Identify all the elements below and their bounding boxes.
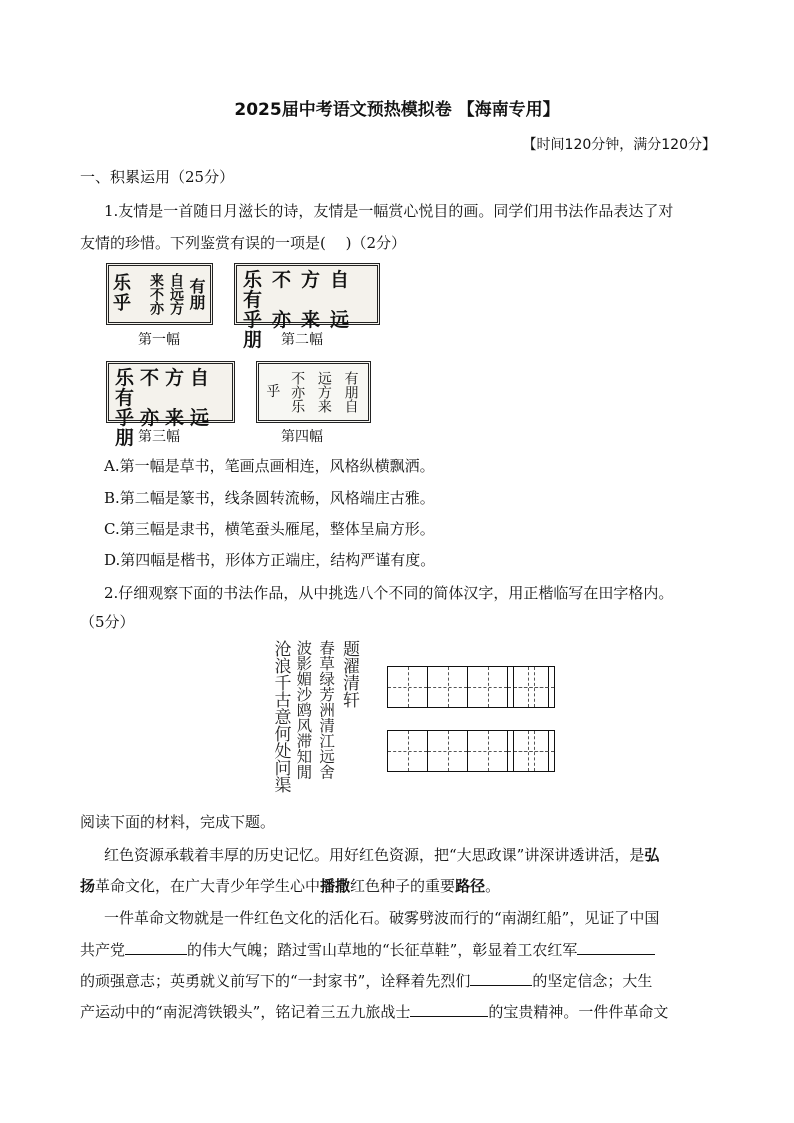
callig-text: 乎 [266, 384, 281, 400]
callig-text: 乎亦来远朋 [243, 309, 360, 351]
poem-column [270, 640, 290, 800]
q1-line1: 1.友情是一首随日月滋长的诗，友情是一幅赏心悦目的画。同学们用书法作品表达了对 [104, 202, 674, 220]
grid-cell[interactable] [514, 731, 554, 771]
fill-blank[interactable] [125, 940, 187, 955]
callig4-col [266, 366, 280, 418]
tianzige-grid-row-1b[interactable] [513, 666, 555, 708]
poem-column [338, 640, 358, 800]
poem-calligraphy-image [270, 640, 358, 800]
poem-text: 沧浪千古意何处问渠 [270, 640, 291, 793]
calligraphy-image-1 [106, 263, 213, 325]
caption-3: 第三幅 [138, 429, 180, 445]
callig-text: 自远方 [168, 273, 184, 315]
highlighted-word: 扬 [80, 877, 96, 895]
callig-text: 有朋 [187, 278, 206, 310]
highlighted-word: 弘 [644, 846, 660, 864]
grid-cell[interactable] [388, 731, 428, 771]
callig1-col [113, 268, 146, 320]
callig-text: 乐不方自有 [115, 367, 216, 409]
poem-column [316, 640, 336, 800]
grid-cell[interactable] [428, 667, 468, 707]
reading-text: 革命文化，在广大青少年学生心中 [95, 877, 321, 895]
grid-cell[interactable] [514, 667, 554, 707]
reading-intro: 阅读下面的材料，完成下题。 [80, 813, 276, 831]
reading-text: 共产党 [80, 941, 126, 959]
reading-text: 红色资源承载着丰厚的历史记忆。用好红色资源，把“大思政课”讲深讲透讲活，是 [104, 846, 645, 864]
callig-text: 来不亦 [148, 273, 164, 315]
reading-p2-line2 [80, 940, 715, 960]
callig1-col [186, 268, 206, 320]
callig1-col [146, 268, 166, 320]
highlighted-word: 路径 [455, 877, 486, 895]
option-c: C.第三幅是隶书，横笔蚕头雁尾，整体呈扁方形。 [104, 520, 435, 538]
callig-text: 乐乎 [113, 273, 131, 314]
fill-blank[interactable] [470, 971, 532, 986]
reading-text: 产运动中的“南泥湾铁锻头”，铭记着三五九旅战士 [80, 1003, 411, 1021]
exam-time-score: 【时间120分钟，满分120分】 [522, 137, 716, 153]
reading-text: 的顽强意志；英勇就义前写下的“一封家书”，诠释着先烈们 [80, 972, 471, 990]
reading-p1-line2 [80, 876, 715, 896]
callig-text: 不亦乐 [289, 371, 306, 413]
fill-blank[interactable] [577, 940, 655, 955]
poem-text: 春草绿芳洲清江远舍 [317, 640, 336, 780]
grid-cell[interactable] [468, 667, 508, 707]
grid-cell[interactable] [388, 667, 428, 707]
q1-line2: 友情的珍惜。下列鉴赏有误的一项是( )（2分） [80, 234, 407, 252]
section-heading: 一、积累运用（25分） [80, 168, 235, 186]
callig-text: 乎亦来远朋 [115, 407, 216, 449]
reading-p2-line1: 一件革命文物就是一件红色文化的活化石。破雾劈波而行的“南湖红船”，见证了中国 [104, 909, 660, 927]
callig-text: 乐不方自有 [243, 269, 360, 311]
page-title: 2025届中考语文预热模拟卷 【海南专用】 [234, 100, 560, 120]
q2-line1: 2.仔细观察下面的书法作品，从中挑选八个不同的简体汉字，用正楷临写在田字格内。 [104, 584, 674, 602]
callig-text: 远方来 [315, 371, 332, 413]
poem-text: 波影媚沙鸥风滞知閒 [294, 640, 313, 780]
callig4-col [287, 366, 307, 418]
option-d: D.第四幅是楷书，形体方正端庄，结构严谨有度。 [104, 551, 436, 569]
callig4-col [341, 366, 361, 418]
q2-line2: （5分） [80, 613, 135, 631]
reading-p2-line3 [80, 971, 715, 991]
reading-text: 的伟大气魄；踏过雪山草地的“长征草鞋”，彰显着工农红军 [187, 941, 578, 959]
option-a: A.第一幅是草书，笔画点画相连，风格纵横飘洒。 [104, 457, 435, 475]
reading-text: 的宝贵精神。一件件革命文 [488, 1003, 669, 1021]
poem-column [293, 640, 313, 800]
caption-1: 第一幅 [138, 332, 180, 348]
poem-text: 题濯清轩 [338, 640, 359, 708]
fill-blank[interactable] [410, 1002, 488, 1017]
callig-text: 有朋自 [342, 371, 359, 413]
callig1-col [166, 268, 186, 320]
caption-2: 第二幅 [281, 332, 323, 348]
tianzige-grid-row-2b[interactable] [513, 730, 555, 772]
callig4-col [314, 366, 334, 418]
callig2-row [243, 270, 371, 310]
reading-text: 。 [485, 877, 501, 895]
caption-4: 第四幅 [281, 429, 323, 445]
callig3-row [115, 368, 226, 408]
option-b: B.第二幅是篆书，线条圆转流畅，风格端庄古雅。 [104, 489, 435, 507]
reading-text: 的坚定信念；大生 [532, 972, 653, 990]
calligraphy-image-4 [256, 361, 371, 423]
grid-cell[interactable] [428, 731, 468, 771]
reading-text: 红色种子的重要 [350, 877, 456, 895]
reading-p1-line1 [104, 845, 739, 865]
grid-cell[interactable] [468, 731, 508, 771]
highlighted-word: 播撒 [320, 877, 351, 895]
reading-p2-line4 [80, 1002, 715, 1022]
